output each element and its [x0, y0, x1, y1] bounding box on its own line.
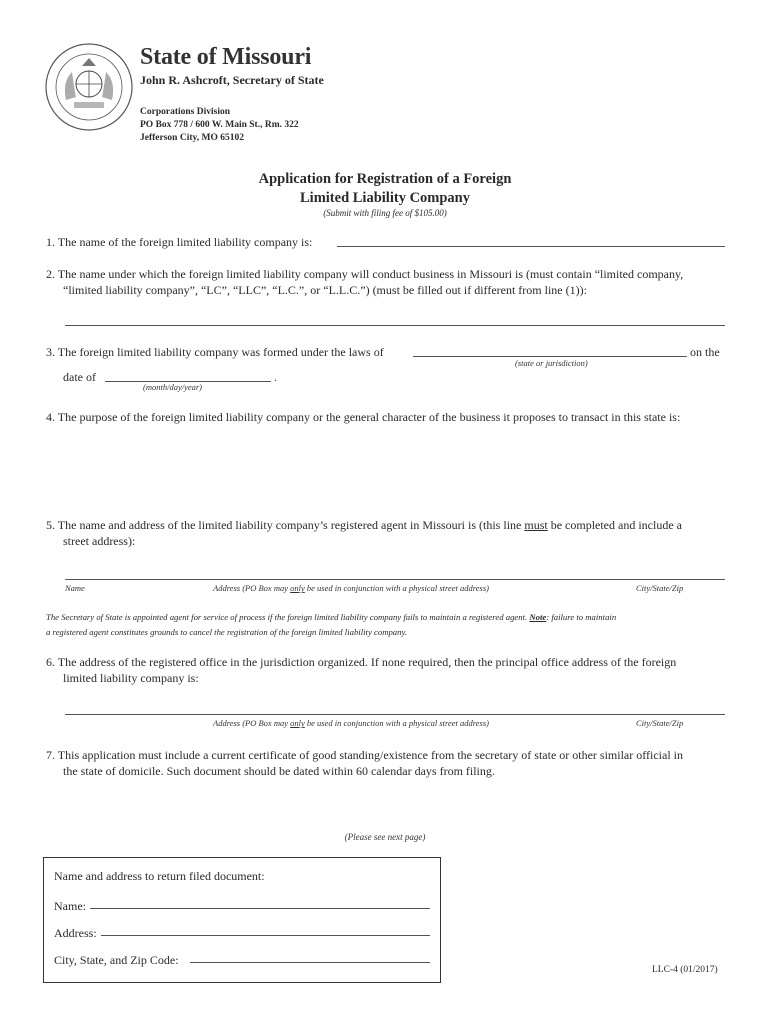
- return-city-label: City, State, and Zip Code:: [54, 953, 179, 967]
- q7-label-line1: 7. This application must include a current certificate of good standing/existence from the secretary of state or other similar official in: [46, 748, 684, 762]
- next-page-note: (Please see next page): [344, 832, 426, 842]
- q3-label: 3. The foreign limited liability company was formed under the laws of: [46, 345, 384, 359]
- q5-label-line2: street address):: [63, 534, 136, 548]
- note-post: : failure to maintain: [546, 612, 617, 622]
- return-address-box: [43, 857, 441, 983]
- q5-label-line1: [46, 517, 682, 533]
- q6-caption-addr-post: be used in conjunction with a physical street address): [304, 718, 489, 728]
- note-label: Note: [529, 612, 547, 622]
- form-number: LLC-4 (01/2017): [652, 965, 718, 975]
- q5-caption-addr-pre: Address (PO Box may: [213, 583, 291, 593]
- q4-purpose-area[interactable]: [63, 430, 725, 510]
- state-title: State of Missouri: [140, 44, 312, 70]
- return-name-label: Name:: [54, 899, 86, 913]
- q1-label: 1. The name of the foreign limited liability company is:: [46, 235, 313, 249]
- q6-office-address-field[interactable]: [65, 714, 725, 715]
- q3-state-field[interactable]: [413, 356, 687, 357]
- q2-business-name-field[interactable]: [65, 325, 725, 326]
- state-seal: [44, 42, 134, 132]
- form-title: [0, 170, 770, 208]
- city-zip: Jefferson City, MO 65102: [140, 133, 244, 143]
- q5-must: must: [524, 518, 548, 532]
- form-title-line1: Application for Registration of a Foreign: [258, 171, 512, 187]
- q3-state-caption: (state or jurisdiction): [515, 358, 588, 368]
- q7-label-line2: the state of domicile. Such document should be dated within 60 calendar days from filing.: [63, 764, 495, 778]
- q5-text-post: be completed and include a: [547, 518, 682, 532]
- q2-label-line2: “limited liability company”, “LC”, “LLC”, “L.C.”, or “L.L.C.”) (must be filled out if different from line (1)):: [63, 283, 587, 297]
- q3-date-caption: (month/day/year): [143, 382, 203, 392]
- note-line2: a registered agent constitutes grounds to cancel the registration of the foreign limited liability company.: [46, 627, 408, 637]
- q6-label-line2: limited liability company is:: [63, 671, 199, 685]
- q5-caption-address: [213, 583, 489, 593]
- agent-note: [46, 610, 736, 640]
- q1-company-name-field[interactable]: [337, 246, 725, 247]
- q5-agent-field[interactable]: [65, 579, 725, 580]
- q5-caption-name: Name: [65, 583, 85, 593]
- q5-caption-only: only: [290, 583, 305, 593]
- q4-label: 4. The purpose of the foreign limited liability company or the general character of the business it proposes to transact in this state is:: [46, 410, 681, 424]
- q5-caption-city: City/State/Zip: [636, 583, 684, 593]
- secretary-name: John R. Ashcroft, Secretary of State: [140, 73, 324, 87]
- form-subtitle: (Submit with filing fee of $105.00): [323, 208, 447, 218]
- q3-period: .: [274, 370, 277, 384]
- q6-label-line1: 6. The address of the registered office in the jurisdiction organized. If none required, then the principal office address of the foreign: [46, 655, 677, 669]
- q5-text-pre: 5. The name and address of the limited liability company’s registered agent in Missouri is (this line: [46, 518, 525, 532]
- q5-caption-addr-post: be used in conjunction with a physical street address): [304, 583, 489, 593]
- return-box-title: Name and address to return filed document:: [54, 869, 265, 883]
- note-line1: [46, 610, 736, 625]
- q6-caption-addr-pre: Address (PO Box may: [213, 718, 291, 728]
- return-address-label: Address:: [54, 926, 97, 940]
- q6-caption-address: [213, 718, 489, 728]
- q3-on-the: on the: [690, 345, 720, 359]
- form-title-line2: Limited Liability Company: [300, 190, 470, 206]
- po-box: PO Box 778 / 600 W. Main St., Rm. 322: [140, 120, 299, 130]
- return-name-field[interactable]: [90, 908, 430, 909]
- q6-caption-city: City/State/Zip: [636, 718, 684, 728]
- q3-date-label: date of: [63, 370, 96, 384]
- return-city-field[interactable]: [190, 962, 430, 963]
- division-name: Corporations Division: [140, 107, 230, 117]
- note-pre: The Secretary of State is appointed agent for service of process if the foreign limited liability company fails to maintain a registered agent.: [46, 612, 530, 622]
- q6-caption-only: only: [290, 718, 305, 728]
- division-address: [140, 106, 299, 145]
- q2-label-line1: 2. The name under which the foreign limited liability company will conduct business in Missouri is (must contain “limited company,: [46, 267, 684, 281]
- return-address-field[interactable]: [101, 935, 430, 936]
